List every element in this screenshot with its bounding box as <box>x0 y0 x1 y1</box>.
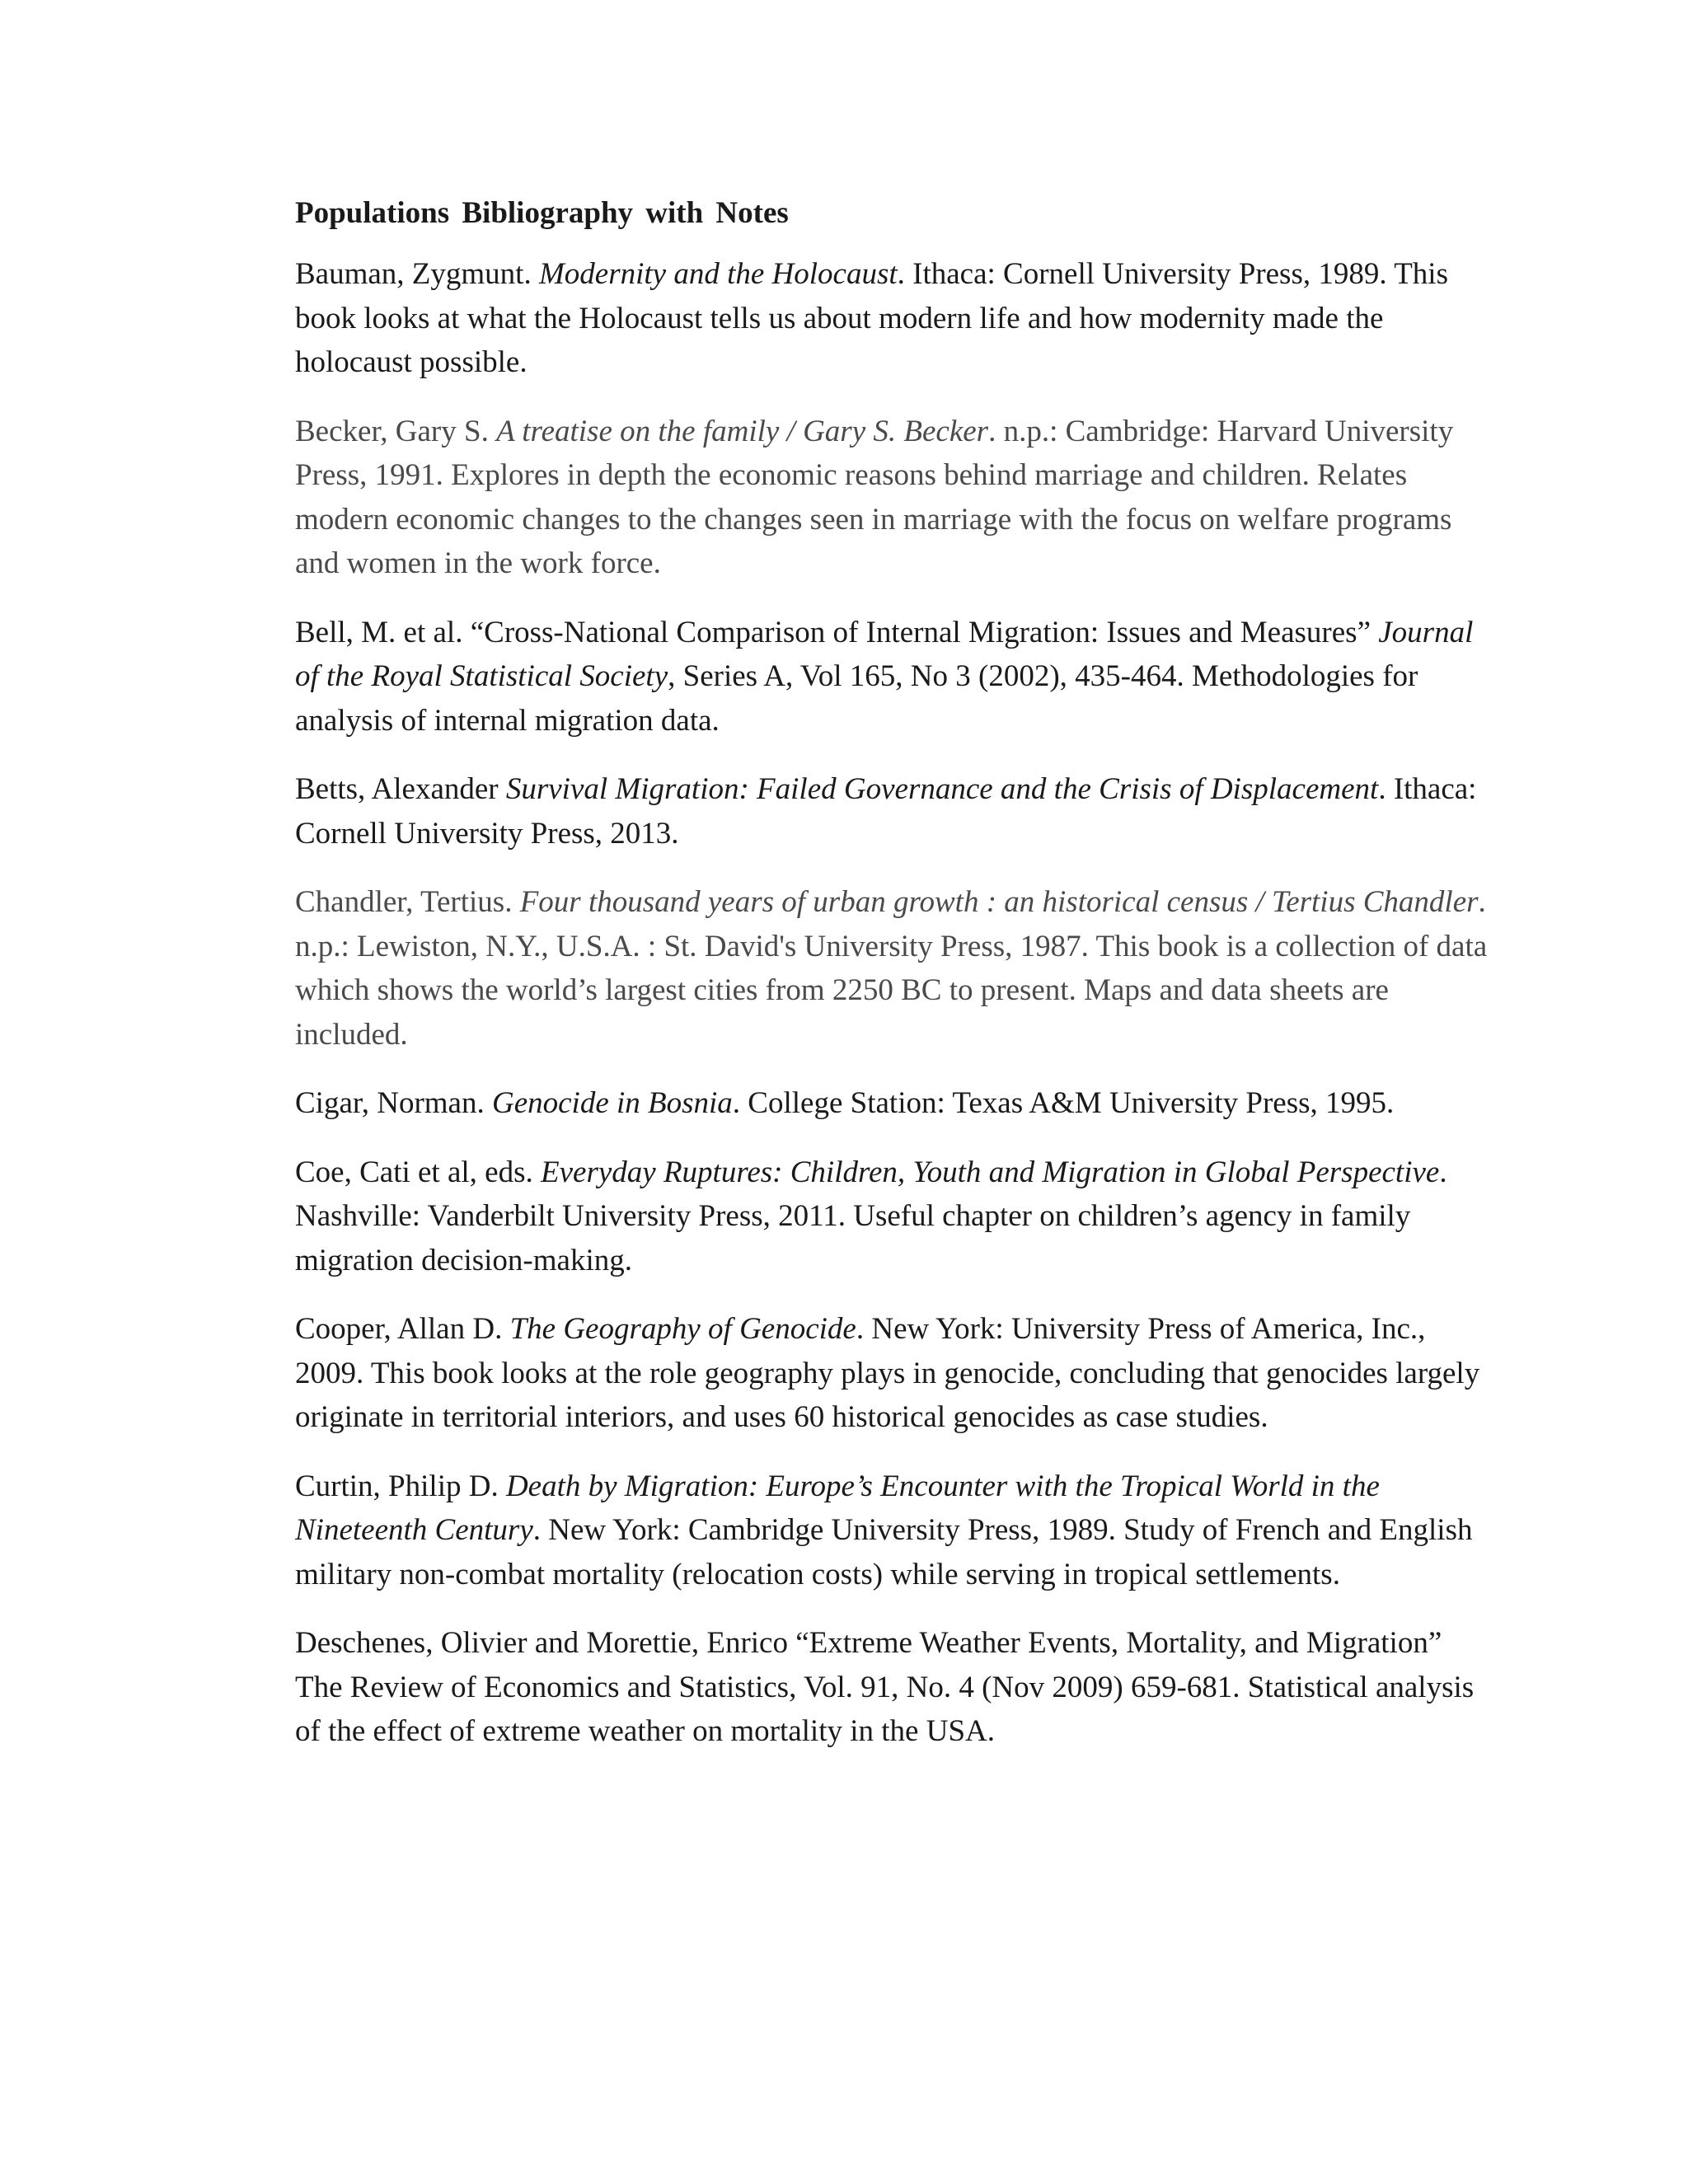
entry-author: Betts, Alexander <box>295 772 506 806</box>
document-title: Populations Bibliography with Notes <box>295 196 789 230</box>
entry-work-title: Journal of the Royal Statistical Society <box>295 615 1474 693</box>
entry-author: Coe, Cati et al, eds. <box>295 1155 541 1189</box>
entry-details: . Ithaca: Cornell University Press, 2013. <box>295 772 1477 851</box>
entry-work-title: Survival Migration: Failed Governance and the Crisis of Displacement <box>505 772 1379 806</box>
entry-author: Deschenes, Olivier and Morettie, Enrico “Extreme Weather Events, Mortality, and Migration” The Review of Economics and Statistics, Vol. 91, No. 4 (Nov 2009) 659-681. Statistical analysis of the effect of extreme weather on mortality in the USA. <box>295 1626 1475 1748</box>
entry-author: Becker, Gary S. <box>295 414 497 448</box>
entry-details: . New York: Cambridge University Press, 1989. Study of French and English military non-combat mortality (relocation costs) while serving in tropical settlements. <box>295 1513 1473 1591</box>
entry-work-title: Genocide in Bosnia <box>491 1086 733 1120</box>
bibliography-entry-coe <box>295 1151 1490 1283</box>
bibliography-entry-cooper <box>295 1307 1490 1440</box>
bibliography-entry-curtin <box>295 1465 1490 1597</box>
entry-details: . n.p.: Lewiston, N.Y., U.S.A. : St. David's University Press, 1987. This book is a collection of data which shows the world’s largest cities from 2250 BC to present. Maps and data sheets are included. <box>295 885 1488 1052</box>
bibliography-entry-becker <box>295 410 1490 586</box>
bibliography-entry-cigar <box>295 1081 1490 1126</box>
entry-work-title: Death by Migration: Europe’s Encounter with the Tropical World in the Nineteenth Century <box>295 1469 1380 1547</box>
entry-work-title: Modernity and the Holocaust <box>538 257 898 291</box>
bibliography-entry-bell <box>295 611 1490 743</box>
entry-work-title: Four thousand years of urban growth : an historical census / Tertius Chandler <box>519 885 1479 919</box>
entry-details: . Ithaca: Cornell University Press, 1989. This book looks at what the Holocaust tells us about modern life and how modernity made the holocaust possible. <box>295 257 1448 379</box>
bibliography-entry-deschenes <box>295 1621 1490 1754</box>
entry-work-title: Everyday Ruptures: Children, Youth and Migration in Global Perspective <box>541 1155 1440 1189</box>
entry-author: Cigar, Norman. <box>295 1086 492 1120</box>
entry-author: Curtin, Philip D. <box>295 1469 506 1503</box>
entry-details: . Nashville: Vanderbilt University Press, 2011. Useful chapter on children’s agency in family migration decision-making. <box>295 1155 1447 1277</box>
bibliography-entry-bauman <box>295 252 1490 385</box>
entry-work-title: The Geography of Genocide <box>509 1312 856 1346</box>
entry-author: Bell, M. et al. “Cross-National Comparison of Internal Migration: Issues and Measures” <box>295 615 1379 649</box>
entry-details: . n.p.: Cambridge: Harvard University Press, 1991. Explores in depth the economic reasons behind marriage and children. Relates modern economic changes to the changes seen in marriage with the focus on welfare programs and women in the work force. <box>295 414 1454 580</box>
bibliography-page <box>295 191 1490 1779</box>
entry-details: , Series A, Vol 165, No 3 (2002), 435-464. Methodologies for analysis of internal migration data. <box>295 659 1418 738</box>
entry-work-title: A treatise on the family / Gary S. Becker <box>496 414 989 448</box>
entry-author: Chandler, Tertius. <box>295 885 520 919</box>
entry-author: Bauman, Zygmunt. <box>295 257 539 291</box>
entry-details: . New York: University Press of America, Inc., 2009. This book looks at the role geography plays in genocide, concluding that genocides largely originate in territorial interiors, and uses 60 historical genocides as case studies. <box>295 1312 1480 1434</box>
entry-author: Cooper, Allan D. <box>295 1312 510 1346</box>
entry-details: . College Station: Texas A&M University Press, 1995. <box>732 1086 1395 1120</box>
bibliography-entry-chandler <box>295 880 1490 1057</box>
bibliography-entry-betts <box>295 767 1490 855</box>
